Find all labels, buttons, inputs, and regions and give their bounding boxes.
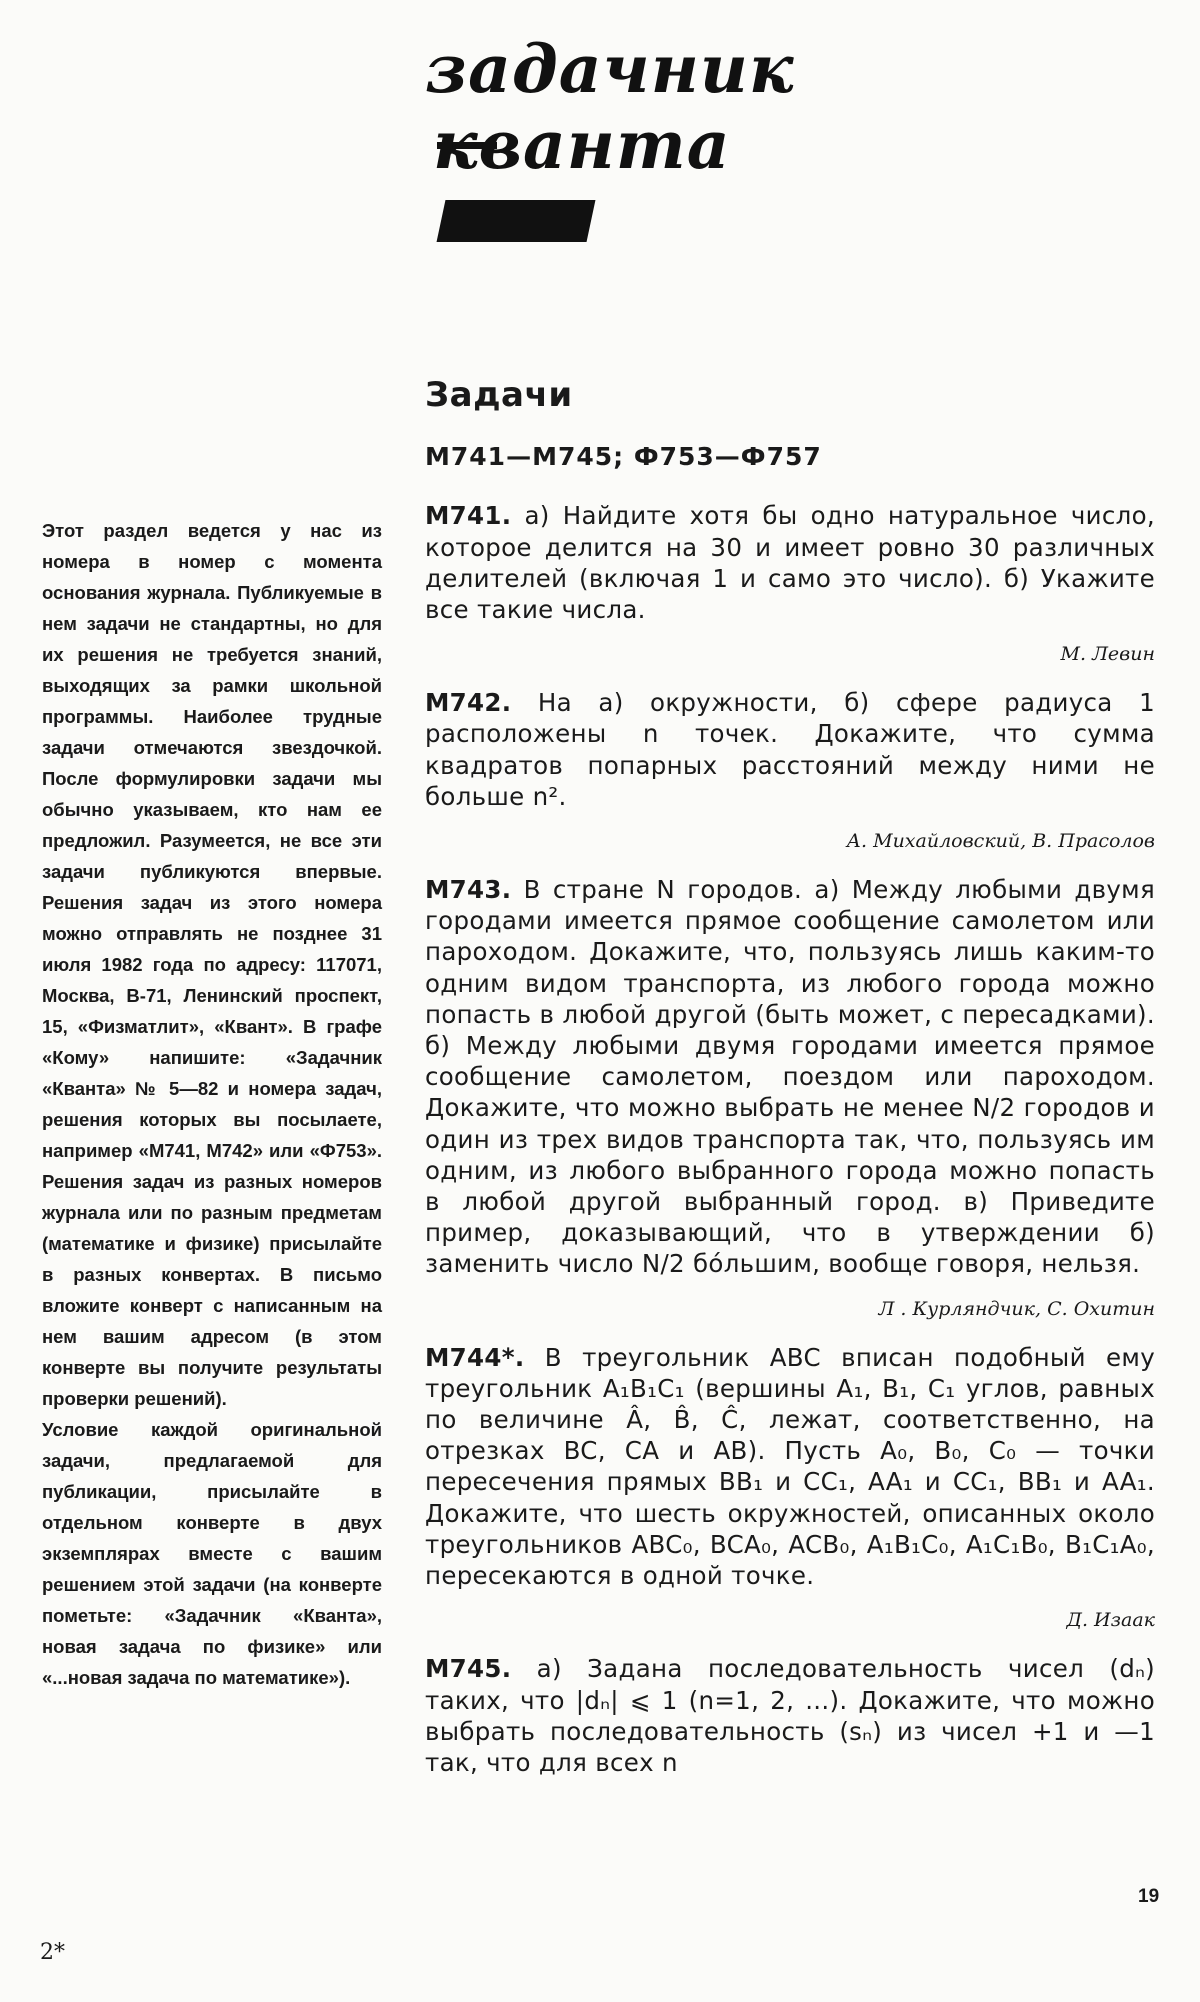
problem-text: а) Найдите хотя бы одно натуральное число, которое делится на 30 и имеет ровно 30 различных делителей (включая 1 и само это число). б) Укажите все такие числа. [425, 501, 1155, 625]
problem-author: А. Михайловский, В. Прасолов [846, 830, 1155, 853]
problem-m745 [425, 1653, 1155, 1778]
sidebar-paragraph-1: Этот раздел ведется у нас из номера в номер с момента основания журнала. Публикуемые в нем задачи не стандартны, но для их решения не требуется знаний, выходящих за рамки школьной программы. Наиболее трудные задачи отмечаются звездочкой. После формулировки задачи мы обычно указываем, кто нам ее предложил. Разумеется, не все эти задачи публикуются впервые. Решения задач из этого номера можно отправлять не позднее 31 июля 1982 года по адресу: 117071, Москва, В-71, Ленинский проспект, 15, «Физматлит», «Квант». В графе «Кому» напишите: «Задачник «Кванта» № 5—82 и номера задач, решения которых вы посылаете, например «М741, М742» или «Ф753». Решения задач из разных номеров журнала или по разным предметам (математике и физике) присылайте в разных конвертах. В письмо вложите конверт с написанным на нем вашим адресом (в этом конверте вы получите результаты проверки решений). [42, 520, 382, 1409]
problem-m743 [425, 874, 1155, 1280]
sidebar-info [42, 515, 382, 1693]
problem-range: М741—М745; Ф753—Ф757 [425, 442, 822, 472]
problem-text: На а) окружности, б) сфере радиуса 1 расположены n точек. Докажите, что сумма квадратов попарных расстояний между ними не больше n². [425, 688, 1155, 811]
signature-mark: 2* [40, 1940, 65, 1965]
page-number: 19 [1138, 1886, 1160, 1907]
problem-author: М. Левин [1060, 643, 1155, 666]
problem-id: М744*. [425, 1342, 525, 1372]
sidebar-paragraph-2: Условие каждой оригинальной задачи, предлагаемой для публикации, присылайте в отдельном конверте в двух экземплярах вместе с вашим решением этой задачи (на конверте пометьте: «Задачник «Кванта», новая задача по физике» или «...новая задача по математике»). [42, 1419, 382, 1688]
problem-m744 [425, 1342, 1155, 1592]
problem-id: М741. [425, 501, 512, 531]
main-column [425, 375, 1155, 1778]
problem-id: М745. [425, 1654, 512, 1684]
problem-author: Д. Изаак [1066, 1609, 1155, 1632]
logo-block [437, 200, 596, 242]
logo-line-1: задачник [425, 30, 795, 108]
problem-text: В стране N городов. а) Между любыми двумя городами имеется прямое сообщение самолетом или пароходом. Докажите, что, пользуясь лишь каким-то одним видом транспорта, из любого города можно попасть в любой другой (быть может, с пересадками). б) Между любыми двумя городами имеется прямое сообщение самолетом, поездом или пароходом. Докажите, что можно выбрать не менее N/2 городов и один из трех видов транспорта так, что, пользуясь им одним, из любого выбранного города можно попасть в любой другой выбранный город. в) Приведите пример, доказывающий, что в утверждении б) заменить число N/2 бо́льшим, вообще говоря, нельзя. [425, 875, 1155, 1279]
problem-text: В треугольник ABC вписан подобный ему треугольник A₁B₁C₁ (вершины A₁, B₁, C₁ углов, равных по величине Â, B̂, Ĉ, лежат, соответственно, на отрезках BC, CA и AB). Пусть A₀, B₀, C₀ — точки пересечения прямых BB₁ и CC₁, AA₁ и CC₁, BB₁ и AA₁. Докажите, что шесть окружностей, описанных около треугольников ABC₀, BCA₀, ACB₀, A₁B₁C₀, A₁C₁B₀, B₁C₁A₀, пересекаются в одной точке. [425, 1342, 1155, 1591]
logo-line-2: кванта [433, 106, 731, 184]
problem-m742 [425, 687, 1155, 812]
logo-zadachnik-kvanta [425, 30, 795, 220]
problem-id: М742. [425, 688, 512, 718]
problem-id: М743. [425, 875, 512, 905]
problem-m741 [425, 500, 1155, 625]
problem-text: а) Задана последовательность чисел (dₙ) таких, что |dₙ| ⩽ 1 (n=1, 2, ...). Докажите, что можно выбрать последовательность (sₙ) из чисел +1 и —1 так, что для всех n [425, 1654, 1155, 1777]
problem-author: Л . Курляндчик, С. Охитин [878, 1297, 1155, 1320]
section-title: Задачи [425, 375, 573, 415]
